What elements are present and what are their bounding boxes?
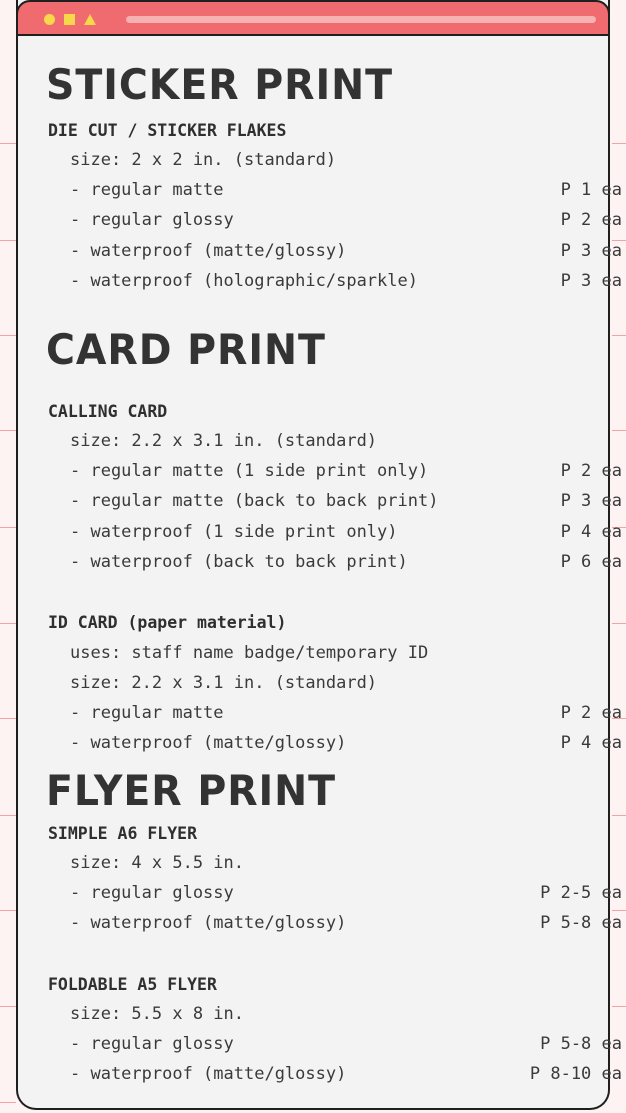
price-row: [70, 913, 622, 933]
guide-tick: [612, 335, 626, 336]
triangle-icon: [84, 14, 96, 25]
item-price: P 5-8 ea: [540, 913, 622, 933]
item-label: - waterproof (matte/glossy): [70, 733, 347, 753]
item-price: P 8-10 ea: [529, 1064, 622, 1084]
price-row: [70, 271, 622, 291]
guide-tick: [612, 1006, 626, 1007]
item-price: P 2 ea: [560, 461, 622, 481]
window-titlebar: [16, 0, 610, 36]
guide-tick: [0, 623, 16, 624]
circle-icon: [44, 14, 55, 25]
guide-tick: [612, 623, 626, 624]
item-label: - regular glossy: [70, 1034, 234, 1054]
item-price: P 4 ea: [560, 522, 622, 542]
calling-card-size: size: 2.2 x 3.1 in. (standard): [70, 431, 378, 451]
card-print-title: CARD PRINT: [46, 325, 326, 374]
item-price: P 3 ea: [560, 241, 622, 261]
a6-flyer-heading: SIMPLE A6 FLYER: [48, 824, 198, 843]
item-price: P 2 ea: [560, 703, 622, 723]
item-label: - regular matte: [70, 703, 224, 723]
item-label: - regular glossy: [70, 210, 234, 230]
price-row: [70, 1034, 622, 1054]
price-row: [70, 733, 622, 753]
price-row: [70, 522, 622, 542]
guide-tick: [0, 815, 16, 816]
item-price: P 2-5 ea: [540, 883, 622, 903]
item-label: - waterproof (1 side print only): [70, 522, 398, 542]
item-label: - regular matte: [70, 180, 224, 200]
item-price: P 3 ea: [560, 271, 622, 291]
square-icon: [64, 14, 75, 25]
item-price: P 6 ea: [560, 552, 622, 572]
item-price: P 4 ea: [560, 733, 622, 753]
guide-tick: [612, 430, 626, 431]
id-card-heading: ID CARD (paper material): [48, 613, 287, 632]
a6-flyer-size: size: 4 x 5.5 in.: [70, 853, 244, 873]
price-list-window: [16, 0, 622, 1110]
price-row: [70, 491, 622, 511]
guide-tick: [0, 718, 16, 719]
die-cut-size: size: 2 x 2 in. (standard): [70, 150, 337, 170]
guide-tick: [0, 527, 16, 528]
price-row: [70, 1064, 622, 1084]
item-price: P 5-8 ea: [540, 1034, 622, 1054]
item-label: - waterproof (matte/glossy): [70, 1064, 347, 1084]
die-cut-heading: DIE CUT / STICKER FLAKES: [48, 121, 287, 140]
guide-tick: [0, 910, 16, 911]
sticker-print-title: STICKER PRINT: [46, 60, 393, 109]
price-row: [70, 461, 622, 481]
item-label: - waterproof (back to back print): [70, 552, 408, 572]
price-row: [70, 883, 622, 903]
id-card-size: size: 2.2 x 3.1 in. (standard): [70, 673, 378, 693]
item-price: P 2 ea: [560, 210, 622, 230]
item-label: - waterproof (holographic/sparkle): [70, 271, 418, 291]
price-row: [70, 241, 622, 261]
item-label: - waterproof (matte/glossy): [70, 241, 347, 261]
guide-tick: [0, 1006, 16, 1007]
guide-tick: [0, 240, 16, 241]
price-row: [70, 210, 622, 230]
price-row: [70, 703, 622, 723]
guide-tick: [612, 143, 626, 144]
item-price: P 3 ea: [560, 491, 622, 511]
a5-flyer-size: size: 5.5 x 8 in.: [70, 1004, 244, 1024]
flyer-print-title: FLYER PRINT: [46, 766, 337, 815]
a5-flyer-heading: FOLDABLE A5 FLYER: [48, 975, 217, 994]
item-label: - regular matte (1 side print only): [70, 461, 429, 481]
id-card-uses: uses: staff name badge/temporary ID: [70, 643, 429, 663]
guide-tick: [0, 335, 16, 336]
guide-tick: [612, 815, 626, 816]
price-row: [70, 180, 622, 200]
item-label: - regular matte (back to back print): [70, 491, 439, 511]
item-price: P 1 ea: [560, 180, 622, 200]
address-bar: [126, 16, 596, 23]
calling-card-heading: CALLING CARD: [48, 402, 168, 421]
guide-tick: [0, 143, 16, 144]
price-row: [70, 552, 622, 572]
item-label: - regular glossy: [70, 883, 234, 903]
guide-tick: [0, 430, 16, 431]
guide-tick: [612, 910, 626, 911]
guide-tick: [0, 1102, 16, 1103]
item-label: - waterproof (matte/glossy): [70, 913, 347, 933]
